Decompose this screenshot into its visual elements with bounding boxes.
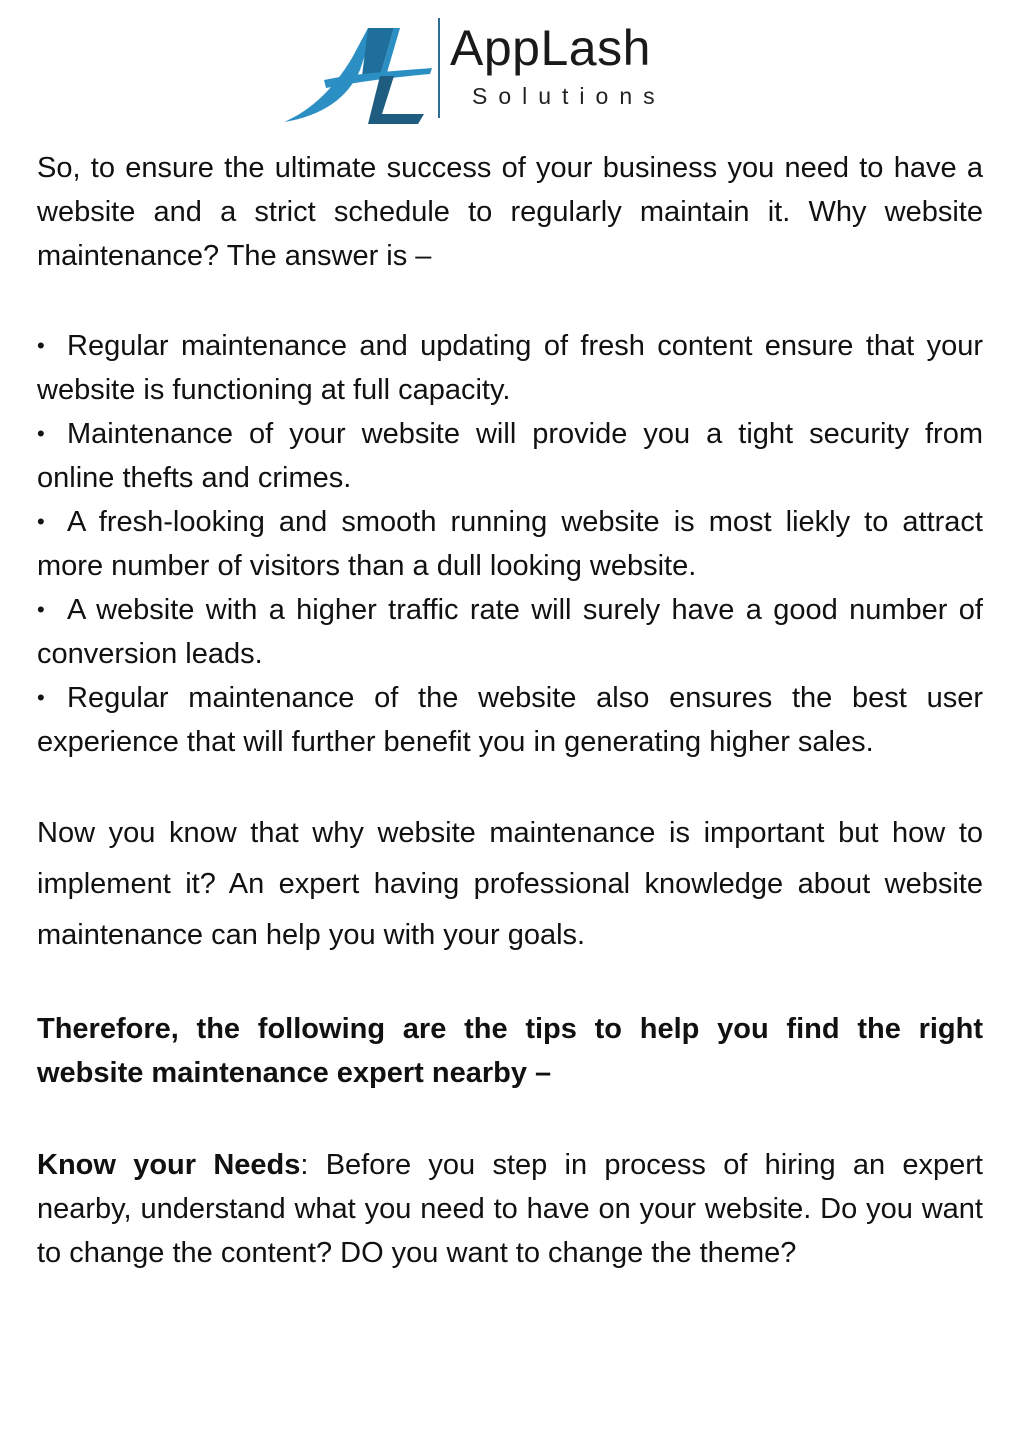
list-item: [37, 324, 983, 412]
spacer: [37, 278, 983, 324]
list-item-text: A fresh-looking and smooth running website is most liekly to attract more number of visitors than a dull looking website.: [37, 506, 983, 582]
know-needs-text: Before you step in process of hiring an expert nearby, understand what you need to have on your website. Do you want to change the content? DO you want to change the theme?: [37, 1149, 983, 1269]
page-header: [0, 0, 1023, 130]
list-item: [37, 412, 983, 500]
bullet-icon: •: [37, 685, 45, 710]
list-item: [37, 500, 983, 588]
list-item-text: Regular maintenance of the website also ensures the best user experience that will further benefit you in generating higher sales.: [37, 682, 983, 758]
bullet-icon: •: [37, 597, 45, 622]
article-body: [37, 146, 983, 1275]
bullet-icon: •: [37, 421, 45, 446]
benefits-list: [37, 324, 983, 764]
know-needs-label: Know your Needs: [37, 1149, 301, 1181]
spacer: [37, 1095, 983, 1143]
list-item: [37, 588, 983, 676]
intro-paragraph: So, to ensure the ultimate success of your business you need to have a website and a strict schedule to regularly maintain it. Why website maintenance? The answer is –: [37, 152, 983, 272]
list-item-text: Maintenance of your website will provide you a tight security from online thefts and crimes.: [37, 418, 983, 494]
implementation-paragraph: Now you know that why website maintenance is important but how to implement it? An expert having professional knowledge about website maintenance can help you with your goals.: [37, 817, 983, 951]
know-needs-paragraph: [37, 1143, 983, 1275]
spacer: [37, 961, 983, 1007]
spacer: [37, 764, 983, 808]
brand-tagline: Solutions: [472, 83, 666, 109]
brand-name: AppLash: [450, 20, 651, 76]
list-item: [37, 676, 983, 764]
logo-divider: [438, 18, 440, 118]
bullet-icon: •: [37, 509, 45, 534]
list-item-text: Regular maintenance and updating of fresh content ensure that your website is functioning at full capacity.: [37, 330, 983, 406]
know-needs-separator: :: [300, 1149, 309, 1181]
tips-heading: Therefore, the following are the tips to help you find the right website maintenance expert nearby –: [37, 1013, 983, 1089]
list-item-text: A website with a higher traffic rate will surely have a good number of conversion leads.: [37, 594, 983, 670]
bullet-icon: •: [37, 333, 45, 358]
applash-logo-icon: [282, 18, 442, 126]
